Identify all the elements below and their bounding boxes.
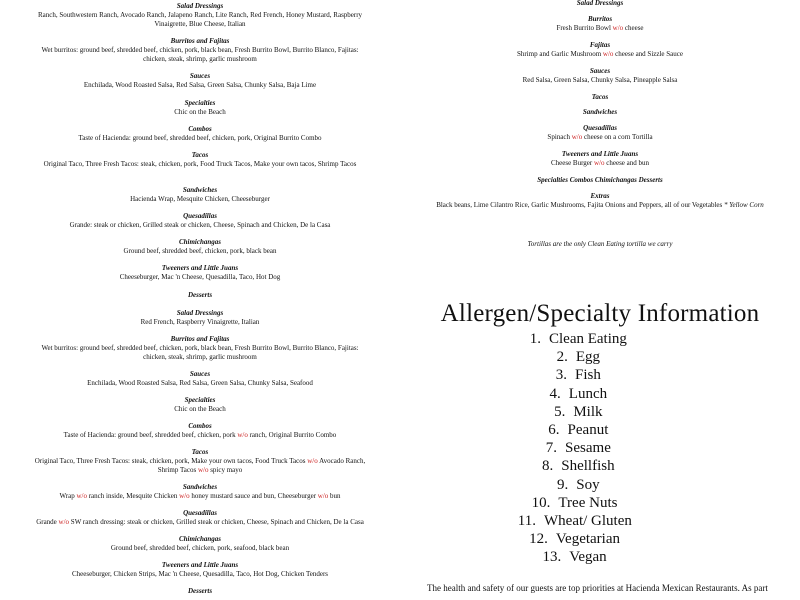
allergen-number: 6. <box>548 422 560 439</box>
section-heading: Desserts <box>187 291 213 299</box>
text-part: Shrimp and Garlic Mushroom <box>516 50 603 58</box>
text-part: bun <box>328 492 341 500</box>
tortillas-note: Tortillas are the only Clean Eating tortilla we carry <box>527 240 673 248</box>
allergen-number: 1. <box>529 331 541 347</box>
text-part: Avocado Ranch, Shrimp Tacos <box>157 457 366 474</box>
allergen-label: Fish <box>575 367 601 384</box>
without-marker: w/o <box>317 492 329 500</box>
section-text <box>420 159 780 168</box>
allergen-label: Peanut <box>567 422 609 439</box>
section-text: Enchilada, Wood Roasted Salsa, Red Salsa, Green Salsa, Chunky Salsa, Baja Lime <box>83 81 317 89</box>
text-part: cheese on a corn Tortilla <box>582 133 653 141</box>
without-marker: w/o <box>76 492 87 500</box>
allergen-item <box>512 512 632 530</box>
section-text <box>30 457 370 475</box>
menu-section <box>30 448 370 475</box>
section-heading: Chimichangas <box>178 535 221 543</box>
text-part: Wrap <box>59 492 77 500</box>
allergen-title: Allergen/Specialty Information <box>440 300 760 327</box>
section-heading: Salad Dressings <box>176 309 224 317</box>
menu-section <box>30 186 370 204</box>
section-heading: Tacos <box>191 448 209 456</box>
section-text <box>420 201 780 210</box>
section-text: Original Taco, Three Fresh Tacos: steak, chicken, pork, Food Truck Tacos, Make your own tacos, Shrimp Tacos <box>43 160 357 168</box>
allergen-label: Tree Nuts <box>558 494 618 511</box>
text-part: honey mustard sauce and bun, Cheeseburger <box>189 492 318 500</box>
allergen-label: Vegan <box>569 549 607 566</box>
text-part: cheese and bun <box>604 159 650 167</box>
section-heading: Combos <box>188 125 212 133</box>
text-part: cheese and Sizzle Sauce <box>613 50 683 58</box>
section-heading: Specialties Combos Chimichangas Desserts <box>537 176 663 184</box>
allergen-number: 13. <box>542 549 562 566</box>
allergen-label: Clean Eating <box>548 331 627 347</box>
without-marker: w/o <box>612 24 624 32</box>
without-marker: w/o <box>237 431 248 439</box>
section-text: Ground beef, shredded beef, chicken, pork, black bean <box>123 247 277 255</box>
section-note: * Yellow Corn <box>723 201 764 209</box>
allergen-list <box>512 330 632 567</box>
without-marker: w/o <box>594 159 605 167</box>
text-part: SW ranch dressing: steak or chicken, Grilled steak or chicken, Cheese, Spinach and Chicken, De la Casa <box>69 518 364 526</box>
without-marker: w/o <box>197 466 209 474</box>
allergen-item <box>512 494 632 512</box>
text-part: Spinach <box>547 133 572 141</box>
allergen-label: Sesame <box>565 440 611 457</box>
section-text <box>420 133 780 142</box>
allergen-item <box>512 476 632 494</box>
section-text <box>30 431 370 440</box>
section-heading: Sandwiches <box>182 483 218 491</box>
section-text: Cheeseburger, Chicken Strips, Mac 'n Cheese, Quesadilla, Taco, Hot Dog, Chicken Tenders <box>71 570 329 578</box>
text-part: Fresh Burrito Bowl <box>556 24 613 32</box>
menu-section <box>420 41 780 59</box>
without-marker: w/o <box>179 492 190 500</box>
section-text <box>420 24 780 33</box>
section-text: Red French, Raspberry Vinaigrette, Italian <box>140 318 260 326</box>
section-text: Wet burritos: ground beef, shredded beef, chicken, pork, black bean, Fresh Burrito Bowl, Burrito Blanco, Fajitas: chicken, steak, shrimp, garlic mushroom <box>41 46 359 63</box>
allergen-label: Soy <box>576 476 600 493</box>
menu-section <box>30 238 370 256</box>
menu-section <box>30 561 370 579</box>
section-text: Ground beef, shredded beef, chicken, pork, seafood, black bean <box>110 544 290 552</box>
menu-section <box>30 335 370 362</box>
menu-section <box>30 535 370 553</box>
section-text: Grande: steak or chicken, Grilled steak or chicken, Cheese, Spinach and Chicken, De la Casa <box>69 221 331 229</box>
allergen-number: 5. <box>554 403 566 420</box>
section-heading: Chimichangas <box>178 238 221 246</box>
allergen-item <box>512 421 632 439</box>
section-text <box>420 50 780 59</box>
menu-section <box>420 192 780 210</box>
allergen-item <box>512 403 632 421</box>
menu-section <box>30 151 370 169</box>
section-heading: Salad Dressings <box>176 2 224 10</box>
section-heading: Tweeners and Little Juans <box>161 264 239 272</box>
allergen-label: Lunch <box>568 385 608 402</box>
section-text: Wet burritos: ground beef, shredded beef, chicken, pork, black bean, Fresh Burrito Bowl, Burrito Blanco, Fajitas: chicken, steak, shrimp, garlic mushroom <box>41 344 359 361</box>
section-heading: Burritos and Fajitas <box>170 335 230 343</box>
menu-section <box>420 150 780 168</box>
section-heading: Sandwiches <box>582 108 618 116</box>
text-part: ranch inside, Mesquite Chicken <box>86 492 180 500</box>
section-text <box>30 492 370 501</box>
menu-section <box>30 291 370 300</box>
allergen-label: Milk <box>573 403 603 420</box>
section-text: Red Salsa, Green Salsa, Chunky Salsa, Pineapple Salsa <box>522 76 678 84</box>
section-heading: Salad Dressings <box>576 0 624 7</box>
menu-section <box>30 422 370 440</box>
menu-section <box>30 396 370 414</box>
menu-section <box>420 108 780 117</box>
menu-section <box>30 309 370 327</box>
allergen-item <box>512 530 632 548</box>
text-part: Taste of Hacienda: ground beef, shredded beef, chicken, pork <box>63 431 238 439</box>
section-text <box>30 518 370 527</box>
menu-section <box>30 264 370 282</box>
text-part: Cheese Burger <box>550 159 594 167</box>
allergen-item <box>512 348 632 366</box>
without-marker: w/o <box>571 133 583 141</box>
menu-section <box>30 2 370 29</box>
text-part: ranch, Original Burrito Combo <box>247 431 337 439</box>
allergen-item <box>512 330 632 348</box>
section-text: Chic on the Beach <box>174 108 226 116</box>
section-heading: Quesadillas <box>583 124 617 132</box>
allergen-item <box>512 457 632 475</box>
menu-section <box>30 125 370 143</box>
section-heading: Tweeners and Little Juans <box>161 561 239 569</box>
allergen-item <box>512 366 632 384</box>
allergen-item <box>512 385 632 403</box>
section-text: Enchilada, Wood Roasted Salsa, Red Salsa, Green Salsa, Chunky Salsa, Seafood <box>87 379 313 387</box>
menu-section <box>420 15 780 33</box>
section-heading: Extras <box>590 192 610 200</box>
allergen-number: 4. <box>549 385 561 402</box>
without-marker: w/o <box>307 457 318 465</box>
menu-section <box>420 176 780 185</box>
section-heading: Specialties <box>184 99 216 107</box>
section-heading: Quesadillas <box>183 212 217 220</box>
section-heading: Sauces <box>189 72 211 80</box>
allergen-number: 9. <box>557 476 569 493</box>
section-heading: Sandwiches <box>182 186 218 194</box>
allergen-number: 2. <box>556 349 568 366</box>
menu-section <box>420 0 780 8</box>
allergen-label: Shellfish <box>561 458 615 475</box>
allergen-number: 8. <box>542 458 554 475</box>
without-marker: w/o <box>602 50 614 58</box>
section-text: Cheeseburger, Mac 'n Cheese, Quesadilla, Taco, Hot Dog <box>119 273 281 281</box>
menu-section <box>30 99 370 117</box>
menu-section <box>30 509 370 527</box>
allergen-number: 12. <box>529 531 548 548</box>
section-heading: Specialties <box>184 396 216 404</box>
menu-section <box>420 93 780 102</box>
section-heading: Burritos and Fajitas <box>170 37 230 45</box>
section-text: Chic on the Beach <box>174 405 226 413</box>
section-heading: Burritos <box>587 15 613 23</box>
text-part: spicy mayo <box>208 466 243 474</box>
allergen-number: 3. <box>555 367 568 384</box>
section-heading: Combos <box>188 422 212 430</box>
section-heading: Quesadillas <box>183 509 217 517</box>
section-text: Hacienda Wrap, Mesquite Chicken, Cheeseburger <box>130 195 270 203</box>
section-heading: Tacos <box>591 93 609 101</box>
text-part: Original Taco, Three Fresh Tacos: steak, chicken, pork, Make your own tacos, Food Truck Tacos <box>34 457 308 465</box>
section-heading: Tweeners and Little Juans <box>561 150 639 158</box>
section-heading: Desserts <box>187 587 213 595</box>
allergen-label: Vegetarian <box>555 531 621 548</box>
menu-section <box>30 483 370 501</box>
menu-section <box>30 212 370 230</box>
allergen-label: Wheat/ Gluten <box>544 513 632 530</box>
without-marker: w/o <box>58 518 70 526</box>
allergen-label: Egg <box>575 349 601 366</box>
allergen-item <box>512 548 632 566</box>
menu-section <box>420 124 780 142</box>
footer-text: The health and safety of our guests are top priorities at Hacienda Mexican Restaurants. As part <box>427 583 768 593</box>
menu-section <box>30 370 370 388</box>
text-part: cheese <box>623 24 644 32</box>
section-text: Ranch, Southwestern Ranch, Avocado Ranch, Jalapeno Ranch, Lite Ranch, Red French, Honey Mustard, Raspberry Vinaigrette, Blue Cheese, Italian <box>37 11 363 28</box>
menu-section <box>30 37 370 64</box>
menu-section <box>30 587 370 596</box>
section-text-main: Black beans, Lime Cilantro Rice, Garlic Mushrooms, Fajita Onions and Peppers, all of our Vegetables <box>436 201 723 209</box>
section-heading: Sauces <box>189 370 211 378</box>
allergen-number: 10. <box>531 494 551 511</box>
allergen-item <box>512 439 632 457</box>
menu-section <box>30 72 370 90</box>
menu-section <box>420 67 780 85</box>
section-heading: Tacos <box>191 151 209 159</box>
section-text: Taste of Hacienda: ground beef, shredded beef, chicken, pork, Original Burrito Combo <box>78 134 322 142</box>
section-heading: Sauces <box>589 67 611 75</box>
allergen-number: 7. <box>545 440 558 457</box>
section-heading: Fajitas <box>589 41 611 49</box>
text-part: Grande <box>36 518 59 526</box>
allergen-number: 11. <box>517 513 536 530</box>
